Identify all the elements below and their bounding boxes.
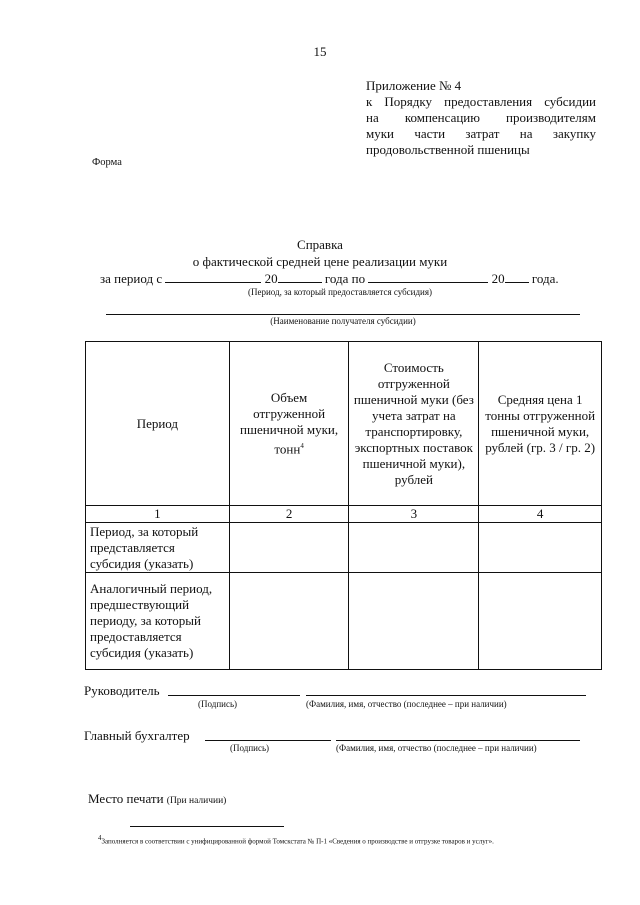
appendix-line: к Порядку предоставления субсидии xyxy=(366,94,596,109)
head-sign-caption: (Подпись) xyxy=(198,699,238,709)
header-volume-text: Объем отгруженной пшеничной муки, тонн xyxy=(240,389,339,457)
footnote-text: Заполняется в соответствии с унифицированной формой Томскстата № П-1 «Сведения о производстве и отгрузке товаров и услуг». xyxy=(101,837,494,846)
table-header-row xyxy=(86,342,602,506)
column-number: 3 xyxy=(349,506,479,523)
page-number: 15 xyxy=(313,44,327,59)
title-line-1: Справка xyxy=(297,237,343,252)
appendix-line: продовольственной пшеницы xyxy=(366,142,530,157)
column-number: 1 xyxy=(86,506,230,523)
period-middle: года по xyxy=(324,271,366,286)
footnote-number: 4 xyxy=(98,834,102,842)
column-number: 4 xyxy=(479,506,602,523)
period-year-2-blank[interactable] xyxy=(505,270,529,283)
accountant-signature-blank[interactable] xyxy=(205,740,331,741)
column-number-row xyxy=(86,506,602,523)
table-row xyxy=(86,573,602,670)
header-average-price: Средняя цена 1 тонны отгруженной пшеничной муки, рублей (гр. 3 / гр. 2) xyxy=(479,342,602,506)
accountant-name-caption: (Фамилия, имя, отчество (последнее – при наличии) xyxy=(336,743,537,753)
period-year-1-blank[interactable] xyxy=(278,270,322,283)
table-cell[interactable] xyxy=(479,523,602,573)
period-line xyxy=(100,270,559,287)
accountant-name-blank[interactable] xyxy=(336,740,580,741)
stamp-place xyxy=(88,791,226,807)
table-cell[interactable] xyxy=(229,573,349,670)
period-prefix: за период с xyxy=(100,271,163,286)
appendix-line: муки части затрат на закупку xyxy=(366,126,596,141)
table-cell[interactable] xyxy=(479,573,602,670)
column-number: 2 xyxy=(229,506,349,523)
period-year-2: 20 xyxy=(491,271,505,286)
header-period: Период xyxy=(86,342,230,506)
footnote xyxy=(98,834,494,845)
footnote-mark: 4 xyxy=(300,441,304,450)
recipient-name-blank[interactable] xyxy=(106,314,580,315)
form-label: Форма xyxy=(92,157,122,168)
appendix-line: на компенсацию производителям xyxy=(366,110,596,125)
period-end-blank[interactable] xyxy=(368,270,488,283)
table-cell[interactable] xyxy=(349,573,479,670)
table-row xyxy=(86,523,602,573)
price-table xyxy=(85,341,602,670)
row-label-previous-period: Аналогичный период, предшествующий периоду, за который предоставляется субсидия (указать) xyxy=(86,573,230,670)
head-name-blank[interactable] xyxy=(306,695,586,696)
head-label: Руководитель xyxy=(84,683,160,698)
accountant-sign-caption: (Подпись) xyxy=(230,743,270,753)
table-cell[interactable] xyxy=(349,523,479,573)
footnote-divider xyxy=(130,826,284,827)
head-signature-blank[interactable] xyxy=(168,695,300,696)
appendix-line: Приложение № 4 xyxy=(366,78,462,93)
title-line-2: о фактической средней цене реализации муки xyxy=(192,254,448,269)
stamp-note: (При наличии) xyxy=(166,796,227,806)
document-title xyxy=(0,236,640,270)
table-cell[interactable] xyxy=(229,523,349,573)
period-suffix: года. xyxy=(531,271,559,286)
period-year-1: 20 xyxy=(264,271,278,286)
head-name-caption: (Фамилия, имя, отчество (последнее – при наличии) xyxy=(306,699,507,709)
accountant-label: Главный бухгалтер xyxy=(84,728,190,743)
header-volume xyxy=(229,342,349,506)
header-cost: Стоимость отгруженной пшеничной муки (без учета затрат на транспортировку, экспортных поставок пшеничной муки), рублей xyxy=(349,342,479,506)
row-label-subsidy-period: Период, за который представляется субсидия (указать) xyxy=(86,523,230,573)
period-start-blank[interactable] xyxy=(165,270,261,283)
stamp-label: Место печати xyxy=(88,791,164,806)
period-caption: (Период, за который предоставляется субсидия) xyxy=(247,287,433,297)
appendix-note xyxy=(366,78,596,158)
recipient-caption: (Наименование получателя субсидии) xyxy=(270,316,416,326)
